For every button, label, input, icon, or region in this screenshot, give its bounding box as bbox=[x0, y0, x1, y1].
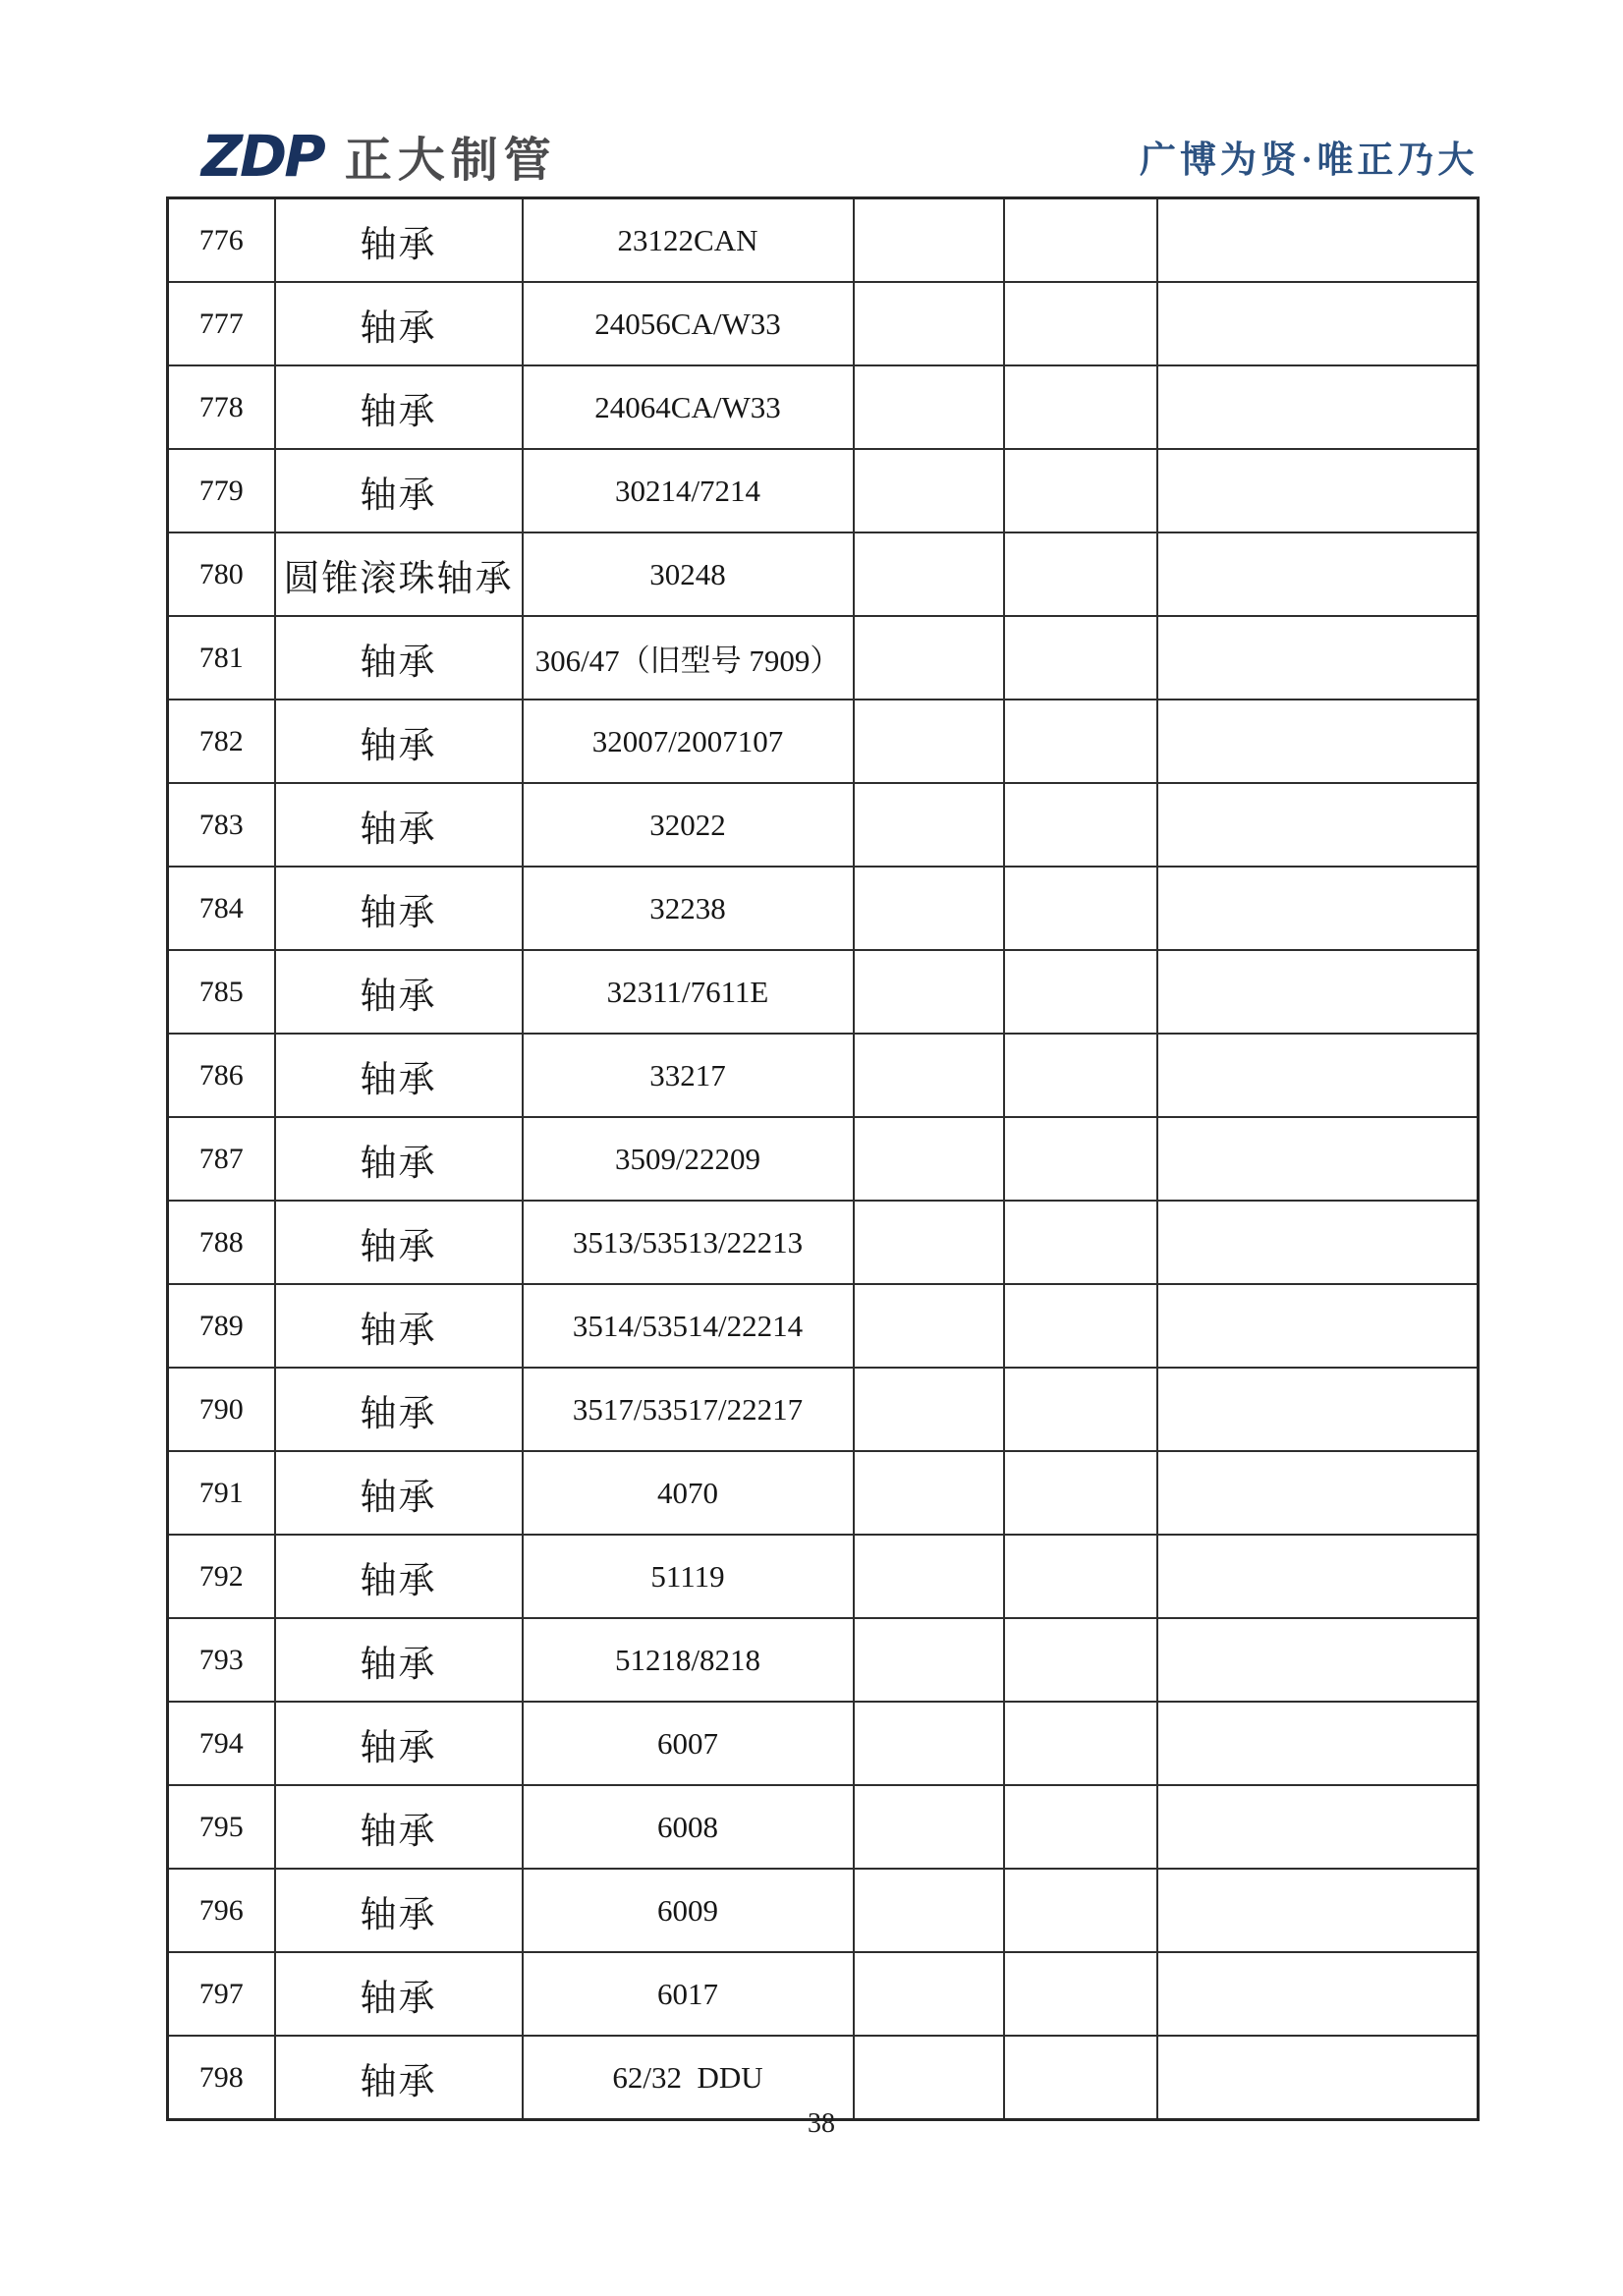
cell-col4 bbox=[854, 282, 1004, 365]
cell-serial-no: 796 bbox=[168, 1869, 275, 1952]
table-row bbox=[168, 1535, 1479, 1618]
table-row bbox=[168, 1117, 1479, 1201]
cell-col4 bbox=[854, 2036, 1004, 2120]
cell-part-name: 轴承 bbox=[275, 700, 523, 783]
cell-col6 bbox=[1157, 198, 1479, 283]
cell-part-name: 轴承 bbox=[275, 616, 523, 700]
cell-col6 bbox=[1157, 1034, 1479, 1117]
table-row bbox=[168, 1034, 1479, 1117]
table-row bbox=[168, 282, 1479, 365]
cell-col5 bbox=[1004, 1284, 1157, 1368]
table-row bbox=[168, 1368, 1479, 1451]
cell-model-no: 306/47（旧型号 7909） bbox=[523, 616, 854, 700]
table-row bbox=[168, 1869, 1479, 1952]
cell-part-name: 轴承 bbox=[275, 1535, 523, 1618]
cell-model-no: 24056CA/W33 bbox=[523, 282, 854, 365]
cell-model-no: 32022 bbox=[523, 783, 854, 867]
cell-part-name: 轴承 bbox=[275, 1618, 523, 1702]
cell-col5 bbox=[1004, 1451, 1157, 1535]
cell-model-no: 30248 bbox=[523, 532, 854, 616]
cell-model-no: 3517/53517/22217 bbox=[523, 1368, 854, 1451]
cell-serial-no: 797 bbox=[168, 1952, 275, 2036]
table-row bbox=[168, 1284, 1479, 1368]
cell-col5 bbox=[1004, 449, 1157, 532]
cell-col4 bbox=[854, 783, 1004, 867]
cell-part-name: 轴承 bbox=[275, 198, 523, 283]
cell-col4 bbox=[854, 1284, 1004, 1368]
parts-table bbox=[166, 196, 1480, 2121]
cell-col5 bbox=[1004, 1535, 1157, 1618]
cell-col6 bbox=[1157, 1702, 1479, 1785]
cell-col4 bbox=[854, 198, 1004, 283]
cell-col5 bbox=[1004, 1034, 1157, 1117]
cell-col5 bbox=[1004, 1869, 1157, 1952]
cell-model-no: 3509/22209 bbox=[523, 1117, 854, 1201]
cell-serial-no: 798 bbox=[168, 2036, 275, 2120]
cell-serial-no: 784 bbox=[168, 867, 275, 950]
cell-part-name: 轴承 bbox=[275, 449, 523, 532]
cell-col6 bbox=[1157, 449, 1479, 532]
cell-col6 bbox=[1157, 282, 1479, 365]
cell-col4 bbox=[854, 1201, 1004, 1284]
cell-col5 bbox=[1004, 950, 1157, 1034]
cell-serial-no: 776 bbox=[168, 198, 275, 283]
cell-col6 bbox=[1157, 1535, 1479, 1618]
cell-col4 bbox=[854, 1869, 1004, 1952]
cell-col6 bbox=[1157, 1368, 1479, 1451]
table-row bbox=[168, 1785, 1479, 1869]
company-logo bbox=[201, 123, 557, 190]
cell-serial-no: 789 bbox=[168, 1284, 275, 1368]
cell-col4 bbox=[854, 950, 1004, 1034]
cell-model-no: 23122CAN bbox=[523, 198, 854, 283]
cell-part-name: 轴承 bbox=[275, 1034, 523, 1117]
cell-col6 bbox=[1157, 616, 1479, 700]
cell-col6 bbox=[1157, 867, 1479, 950]
parts-table-body bbox=[168, 198, 1479, 2120]
cell-col6 bbox=[1157, 1284, 1479, 1368]
cell-serial-no: 790 bbox=[168, 1368, 275, 1451]
table-row bbox=[168, 1702, 1479, 1785]
cell-model-no: 32238 bbox=[523, 867, 854, 950]
cell-col5 bbox=[1004, 1618, 1157, 1702]
cell-col5 bbox=[1004, 198, 1157, 283]
cell-serial-no: 787 bbox=[168, 1117, 275, 1201]
table-row bbox=[168, 783, 1479, 867]
cell-model-no: 6017 bbox=[523, 1952, 854, 2036]
cell-col6 bbox=[1157, 1785, 1479, 1869]
cell-col6 bbox=[1157, 700, 1479, 783]
cell-model-no: 3514/53514/22214 bbox=[523, 1284, 854, 1368]
company-name: 正大制管 bbox=[344, 133, 557, 188]
cell-model-no: 3513/53513/22213 bbox=[523, 1201, 854, 1284]
cell-col4 bbox=[854, 1618, 1004, 1702]
table-row bbox=[168, 867, 1479, 950]
cell-col4 bbox=[854, 532, 1004, 616]
cell-serial-no: 779 bbox=[168, 449, 275, 532]
cell-model-no: 32007/2007107 bbox=[523, 700, 854, 783]
cell-part-name: 轴承 bbox=[275, 1117, 523, 1201]
table-row bbox=[168, 449, 1479, 532]
cell-col4 bbox=[854, 365, 1004, 449]
cell-part-name: 圆锥滚珠轴承 bbox=[275, 532, 523, 616]
cell-part-name: 轴承 bbox=[275, 1952, 523, 2036]
cell-col4 bbox=[854, 1952, 1004, 2036]
cell-serial-no: 781 bbox=[168, 616, 275, 700]
cell-part-name: 轴承 bbox=[275, 950, 523, 1034]
cell-serial-no: 777 bbox=[168, 282, 275, 365]
cell-col4 bbox=[854, 1785, 1004, 1869]
cell-part-name: 轴承 bbox=[275, 1201, 523, 1284]
cell-col6 bbox=[1157, 1201, 1479, 1284]
table-row bbox=[168, 532, 1479, 616]
cell-part-name: 轴承 bbox=[275, 282, 523, 365]
cell-col4 bbox=[854, 616, 1004, 700]
cell-col4 bbox=[854, 867, 1004, 950]
cell-col5 bbox=[1004, 2036, 1157, 2120]
cell-model-no: 51218/8218 bbox=[523, 1618, 854, 1702]
cell-col5 bbox=[1004, 282, 1157, 365]
cell-col5 bbox=[1004, 1368, 1157, 1451]
cell-col6 bbox=[1157, 532, 1479, 616]
company-slogan: 广博为贤·唯正乃大 bbox=[1140, 140, 1479, 181]
cell-col4 bbox=[854, 449, 1004, 532]
cell-col4 bbox=[854, 1368, 1004, 1451]
cell-serial-no: 795 bbox=[168, 1785, 275, 1869]
cell-model-no: 6009 bbox=[523, 1869, 854, 1952]
cell-col5 bbox=[1004, 867, 1157, 950]
cell-col4 bbox=[854, 1535, 1004, 1618]
cell-serial-no: 783 bbox=[168, 783, 275, 867]
cell-col5 bbox=[1004, 532, 1157, 616]
cell-model-no: 32311/7611E bbox=[523, 950, 854, 1034]
cell-col6 bbox=[1157, 950, 1479, 1034]
table-row bbox=[168, 1201, 1479, 1284]
cell-serial-no: 778 bbox=[168, 365, 275, 449]
cell-model-no: 62/32 DDU bbox=[523, 2036, 854, 2120]
cell-part-name: 轴承 bbox=[275, 1702, 523, 1785]
cell-col5 bbox=[1004, 783, 1157, 867]
page-number: 38 bbox=[808, 2108, 835, 2139]
cell-col6 bbox=[1157, 1952, 1479, 2036]
cell-col5 bbox=[1004, 1785, 1157, 1869]
cell-model-no: 30214/7214 bbox=[523, 449, 854, 532]
cell-col4 bbox=[854, 1034, 1004, 1117]
cell-serial-no: 794 bbox=[168, 1702, 275, 1785]
cell-col4 bbox=[854, 1702, 1004, 1785]
cell-part-name: 轴承 bbox=[275, 2036, 523, 2120]
cell-col4 bbox=[854, 700, 1004, 783]
cell-col6 bbox=[1157, 1451, 1479, 1535]
cell-part-name: 轴承 bbox=[275, 1785, 523, 1869]
table-row bbox=[168, 1618, 1479, 1702]
cell-col5 bbox=[1004, 365, 1157, 449]
table-row bbox=[168, 700, 1479, 783]
cell-serial-no: 780 bbox=[168, 532, 275, 616]
table-row bbox=[168, 2036, 1479, 2120]
cell-col5 bbox=[1004, 1952, 1157, 2036]
cell-model-no: 6007 bbox=[523, 1702, 854, 1785]
cell-part-name: 轴承 bbox=[275, 783, 523, 867]
cell-col5 bbox=[1004, 1117, 1157, 1201]
cell-serial-no: 786 bbox=[168, 1034, 275, 1117]
table-row bbox=[168, 1952, 1479, 2036]
cell-part-name: 轴承 bbox=[275, 1451, 523, 1535]
cell-col5 bbox=[1004, 700, 1157, 783]
table-row bbox=[168, 365, 1479, 449]
cell-part-name: 轴承 bbox=[275, 1368, 523, 1451]
cell-part-name: 轴承 bbox=[275, 1284, 523, 1368]
cell-model-no: 4070 bbox=[523, 1451, 854, 1535]
cell-serial-no: 792 bbox=[168, 1535, 275, 1618]
table-row bbox=[168, 950, 1479, 1034]
cell-col6 bbox=[1157, 1869, 1479, 1952]
cell-col6 bbox=[1157, 1117, 1479, 1201]
cell-serial-no: 782 bbox=[168, 700, 275, 783]
cell-col5 bbox=[1004, 616, 1157, 700]
cell-part-name: 轴承 bbox=[275, 1869, 523, 1952]
cell-serial-no: 785 bbox=[168, 950, 275, 1034]
zdp-logo-icon: ZDP bbox=[201, 123, 323, 190]
cell-model-no: 6008 bbox=[523, 1785, 854, 1869]
cell-model-no: 33217 bbox=[523, 1034, 854, 1117]
table-row bbox=[168, 198, 1479, 283]
cell-model-no: 51119 bbox=[523, 1535, 854, 1618]
cell-model-no: 24064CA/W33 bbox=[523, 365, 854, 449]
cell-col4 bbox=[854, 1451, 1004, 1535]
cell-serial-no: 791 bbox=[168, 1451, 275, 1535]
cell-col4 bbox=[854, 1117, 1004, 1201]
cell-col6 bbox=[1157, 1618, 1479, 1702]
cell-serial-no: 793 bbox=[168, 1618, 275, 1702]
cell-part-name: 轴承 bbox=[275, 365, 523, 449]
cell-col5 bbox=[1004, 1702, 1157, 1785]
cell-col6 bbox=[1157, 783, 1479, 867]
table-row bbox=[168, 616, 1479, 700]
cell-part-name: 轴承 bbox=[275, 867, 523, 950]
cell-col5 bbox=[1004, 1201, 1157, 1284]
cell-col6 bbox=[1157, 2036, 1479, 2120]
cell-serial-no: 788 bbox=[168, 1201, 275, 1284]
cell-col6 bbox=[1157, 365, 1479, 449]
table-row bbox=[168, 1451, 1479, 1535]
